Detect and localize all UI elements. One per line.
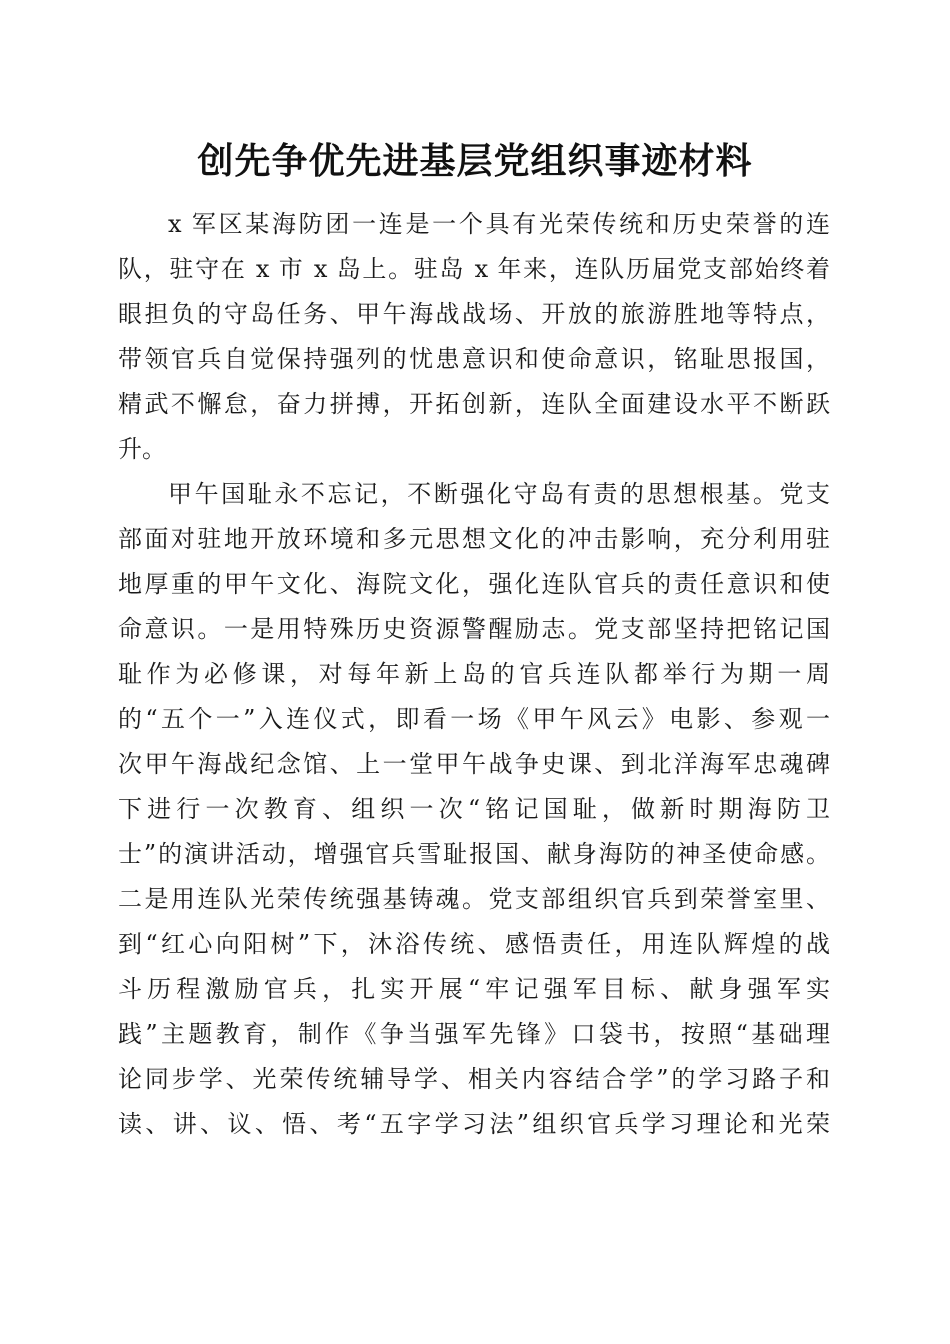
text-line: 眼担负的守岛任务、甲午海战战场、开放的旅游胜地等特点， <box>118 300 830 328</box>
text-line: 斗历程激励官兵，扎实开展“牢记强军目标、献身强军实 <box>118 975 830 1003</box>
text-line: 命意识。一是用特殊历史资源警醒励志。党支部坚持把铭记国 <box>118 615 830 643</box>
document-body <box>118 202 830 1147</box>
text-line: 队，驻守在 x 市 x 岛上。驻岛 x 年来，连队历届党支部始终着 <box>118 255 830 283</box>
text-line: 下进行一次教育、组织一次“铭记国耻，做新时期海防卫 <box>118 795 830 823</box>
text-line: 到“红心向阳树”下，沐浴传统、感悟责任，用连队辉煌的战 <box>118 930 830 958</box>
paragraph-2 <box>118 472 830 1147</box>
text-line: 读、讲、议、悟、考“五字学习法”组织官兵学习理论和光荣 <box>118 1110 830 1138</box>
text-line: 精武不懈怠，奋力拼搏，开拓创新，连队全面建设水平不断跃 <box>118 390 830 418</box>
text-line: 士”的演讲活动，增强官兵雪耻报国、献身海防的神圣使命感。 <box>118 840 830 868</box>
text-line: 地厚重的甲午文化、海院文化，强化连队官兵的责任意识和使 <box>118 570 830 598</box>
text-line: 的“五个一”入连仪式，即看一场《甲午风云》电影、参观一 <box>118 705 830 733</box>
text-line: 部面对驻地开放环境和多元思想文化的冲击影响，充分利用驻 <box>118 525 830 553</box>
document-title: 创先争优先进基层党组织事迹材料 <box>197 140 753 182</box>
text-line: 耻作为必修课，对每年新上岛的官兵连队都举行为期一周 <box>118 660 830 688</box>
text-line: 甲午国耻永不忘记，不断强化守岛有责的思想根基。党支 <box>168 480 830 508</box>
text-line: 带领官兵自觉保持强列的忧患意识和使命意识，铭耻思报国， <box>118 345 830 373</box>
paragraph-1 <box>118 202 830 472</box>
text-line: 践”主题教育，制作《争当强军先锋》口袋书，按照“基础理 <box>118 1020 830 1048</box>
text-line: 论同步学、光荣传统辅导学、相关内容结合学”的学习路子和 <box>118 1065 830 1093</box>
text-line: 二是用连队光荣传统强基铸魂。党支部组织官兵到荣誉室里、 <box>118 885 830 913</box>
text-line: 升。 <box>118 435 166 463</box>
text-line: x 军区某海防团一连是一个具有光荣传统和历史荣誉的连 <box>168 210 830 238</box>
text-line: 次甲午海战纪念馆、上一堂甲午战争史课、到北洋海军忠魂碑 <box>118 750 830 778</box>
